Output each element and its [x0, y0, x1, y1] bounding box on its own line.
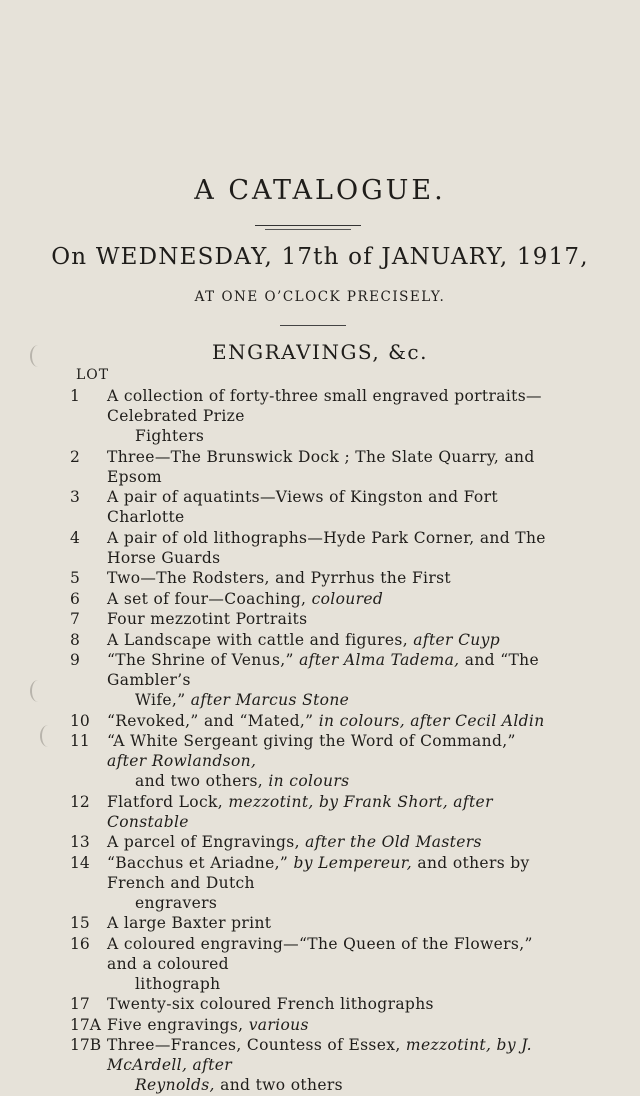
lot-description-text: Flatford Lock,: [107, 792, 229, 811]
lot-description-italic: after Rowlandson,: [107, 752, 257, 770]
lot-line: [107, 914, 271, 932]
lot-description-text: Twenty-six coloured French lithographs: [107, 995, 434, 1013]
lot-description-italic: in colours, after Cecil Aldin: [318, 711, 545, 730]
section-heading: ENGRAVINGS, &c.: [212, 340, 428, 364]
lot-description-text: A collection of forty-three small engraved portraits—Celebrated Prize: [107, 387, 542, 425]
lot-entry: [0, 447, 640, 487]
lot-entry: [0, 853, 640, 913]
lot-description-italic: after the Old Masters: [305, 833, 482, 851]
lot-description-text: and two others,: [135, 772, 269, 790]
lot-description: [107, 487, 557, 527]
lot-number: 10: [70, 711, 90, 730]
lot-line: [107, 732, 516, 770]
lot-description: [107, 853, 557, 913]
lot-entry: [0, 568, 640, 588]
lot-description-text: Wife,”: [135, 691, 191, 709]
lot-description-text: A large Baxter print: [107, 914, 272, 932]
lot-description-text: A Landscape with cattle and figures,: [107, 630, 414, 649]
lot-number: 16: [70, 934, 90, 953]
lot-entry: [0, 589, 640, 609]
lot-line: [107, 833, 482, 851]
lot-line: [107, 995, 434, 1013]
lot-description: [107, 731, 557, 791]
lot-description: [107, 1035, 557, 1095]
lot-entry: [0, 528, 640, 568]
lot-description-text: Three—Frances, Countess of Essex,: [107, 1036, 406, 1054]
lot-entry: [0, 650, 640, 710]
lot-description-text: Three—The Brunswick Dock ; The Slate Quarry, and Epsom: [107, 447, 535, 486]
lot-description-text: Two—The Rodsters, and Pyrrhus the First: [107, 569, 451, 587]
divider-rule: [280, 325, 346, 326]
lot-entry: [0, 1035, 640, 1095]
lot-description-text: “Revoked,” and “Mated,”: [107, 711, 319, 730]
lot-description-text: A parcel of Engravings,: [107, 833, 306, 851]
lot-description-text: Fighters: [135, 427, 205, 445]
lot-line: [107, 935, 533, 973]
lot-description-text: and two others: [214, 1076, 343, 1094]
lot-description-text: engravers: [135, 893, 218, 912]
lot-entry: [0, 832, 640, 852]
lot-line: [107, 610, 307, 628]
lot-entry: [0, 630, 640, 650]
lot-description-text: and others by French and Dutch: [107, 853, 530, 892]
lot-description-text: “A White Sergeant giving the Word of Command,”: [107, 732, 516, 750]
lot-entry: [0, 1015, 640, 1035]
lot-description: [107, 934, 557, 994]
lot-line: [107, 448, 535, 486]
lot-description: [107, 568, 557, 588]
lot-description: [107, 650, 557, 710]
sale-time: AT ONE O’CLOCK PRECISELY.: [194, 289, 446, 305]
lot-line-continued: [107, 893, 557, 913]
lot-line: [107, 712, 545, 730]
lot-line: [107, 529, 546, 567]
lot-number: 12: [70, 792, 90, 811]
lot-entry: [0, 731, 640, 791]
lot-line-continued: [107, 974, 557, 994]
lot-entry: [0, 609, 640, 629]
lot-number: 2: [70, 447, 80, 466]
lot-number: 9: [70, 651, 80, 669]
lot-description: [107, 994, 557, 1014]
lot-entry: [0, 792, 640, 832]
lot-line: [107, 488, 498, 526]
lot-description: [107, 792, 557, 832]
lot-description: [107, 832, 557, 852]
lot-description-text: lithograph: [135, 974, 221, 993]
lot-description-italic: after Marcus Stone: [190, 691, 350, 709]
lot-description-italic: Reynolds,: [135, 1076, 215, 1094]
lot-description-text: Five engravings,: [107, 1015, 249, 1034]
lot-description: [107, 386, 557, 446]
lot-description-text: “Bacchus et Ariadne,”: [107, 853, 294, 872]
lot-number: 15: [70, 914, 90, 932]
lot-line: [107, 1016, 309, 1034]
lot-description: [107, 711, 557, 731]
lot-line: [107, 1036, 532, 1074]
lot-description-italic: in colours: [268, 772, 350, 790]
lot-description-italic: after Alma Tadema,: [299, 651, 460, 669]
lot-description: [107, 528, 557, 568]
lot-description-italic: mezzotint, by J. McArdell, after: [107, 1036, 532, 1074]
title-rule: [255, 225, 361, 226]
lot-line-continued: [107, 690, 557, 710]
lot-description-italic: various: [248, 1015, 309, 1034]
lot-line-continued: [107, 426, 557, 446]
lot-number: 3: [70, 488, 80, 506]
lot-description: [107, 609, 557, 629]
lot-number: 17: [70, 995, 90, 1013]
lot-line: [107, 631, 500, 649]
lot-line: [107, 793, 493, 831]
lot-number: 17B: [70, 1036, 102, 1054]
lot-description-text: A pair of aquatints—Views of Kingston and Fort Charlotte: [107, 488, 498, 526]
lot-entry: [0, 913, 640, 933]
lot-description-italic: after Cuyp: [413, 630, 501, 649]
title-rule: [265, 229, 351, 230]
lot-description-text: A set of four—Coaching,: [107, 589, 312, 608]
lot-number: 11: [70, 732, 90, 750]
lot-line: [107, 590, 383, 608]
catalogue-title: A CATALOGUE.: [194, 175, 446, 206]
lot-line: [107, 854, 530, 892]
lot-number: 5: [70, 569, 80, 587]
lot-entry: [0, 934, 640, 994]
lot-line: [107, 387, 542, 425]
lot-number: 7: [70, 610, 80, 628]
lot-number: 13: [70, 833, 90, 851]
lot-line-continued: [107, 771, 557, 791]
lot-line: [107, 569, 451, 587]
lot-description: [107, 589, 557, 609]
lot-description-text: A coloured engraving—“The Queen of the Flowers,” and a coloured: [107, 934, 533, 973]
lot-number: 8: [70, 630, 80, 649]
lot-description: [107, 447, 557, 487]
lot-line: [107, 651, 539, 689]
lot-description-italic: mezzotint, by Frank Short, after Constable: [107, 792, 493, 831]
lot-line-continued: [107, 1075, 557, 1095]
lot-entry: [0, 711, 640, 731]
lot-number: 1: [70, 387, 80, 405]
lot-description-text: “The Shrine of Venus,”: [107, 651, 300, 669]
lot-number: 17A: [70, 1015, 101, 1034]
sale-date: On WEDNESDAY, 17th of JANUARY, 1917,: [51, 244, 589, 270]
lot-description: [107, 630, 557, 650]
lot-column-heading: LOT: [76, 367, 110, 383]
lot-entry: [0, 994, 640, 1014]
lot-description: [107, 1015, 557, 1035]
lot-entry: [0, 487, 640, 527]
lot-description-text: Four mezzotint Portraits: [107, 610, 308, 628]
lot-entry: [0, 386, 640, 446]
lot-description-italic: coloured: [311, 589, 384, 608]
lot-number: 14: [70, 853, 90, 872]
lot-number: 4: [70, 528, 80, 547]
lot-list: [0, 386, 640, 1096]
lot-description-text: and “The Gambler’s: [107, 651, 540, 689]
lot-description-italic: by Lempereur,: [293, 853, 413, 872]
lot-description: [107, 913, 557, 933]
lot-description-text: A pair of old lithographs—Hyde Park Corner, and The Horse Guards: [107, 528, 546, 567]
lot-number: 6: [70, 589, 80, 608]
